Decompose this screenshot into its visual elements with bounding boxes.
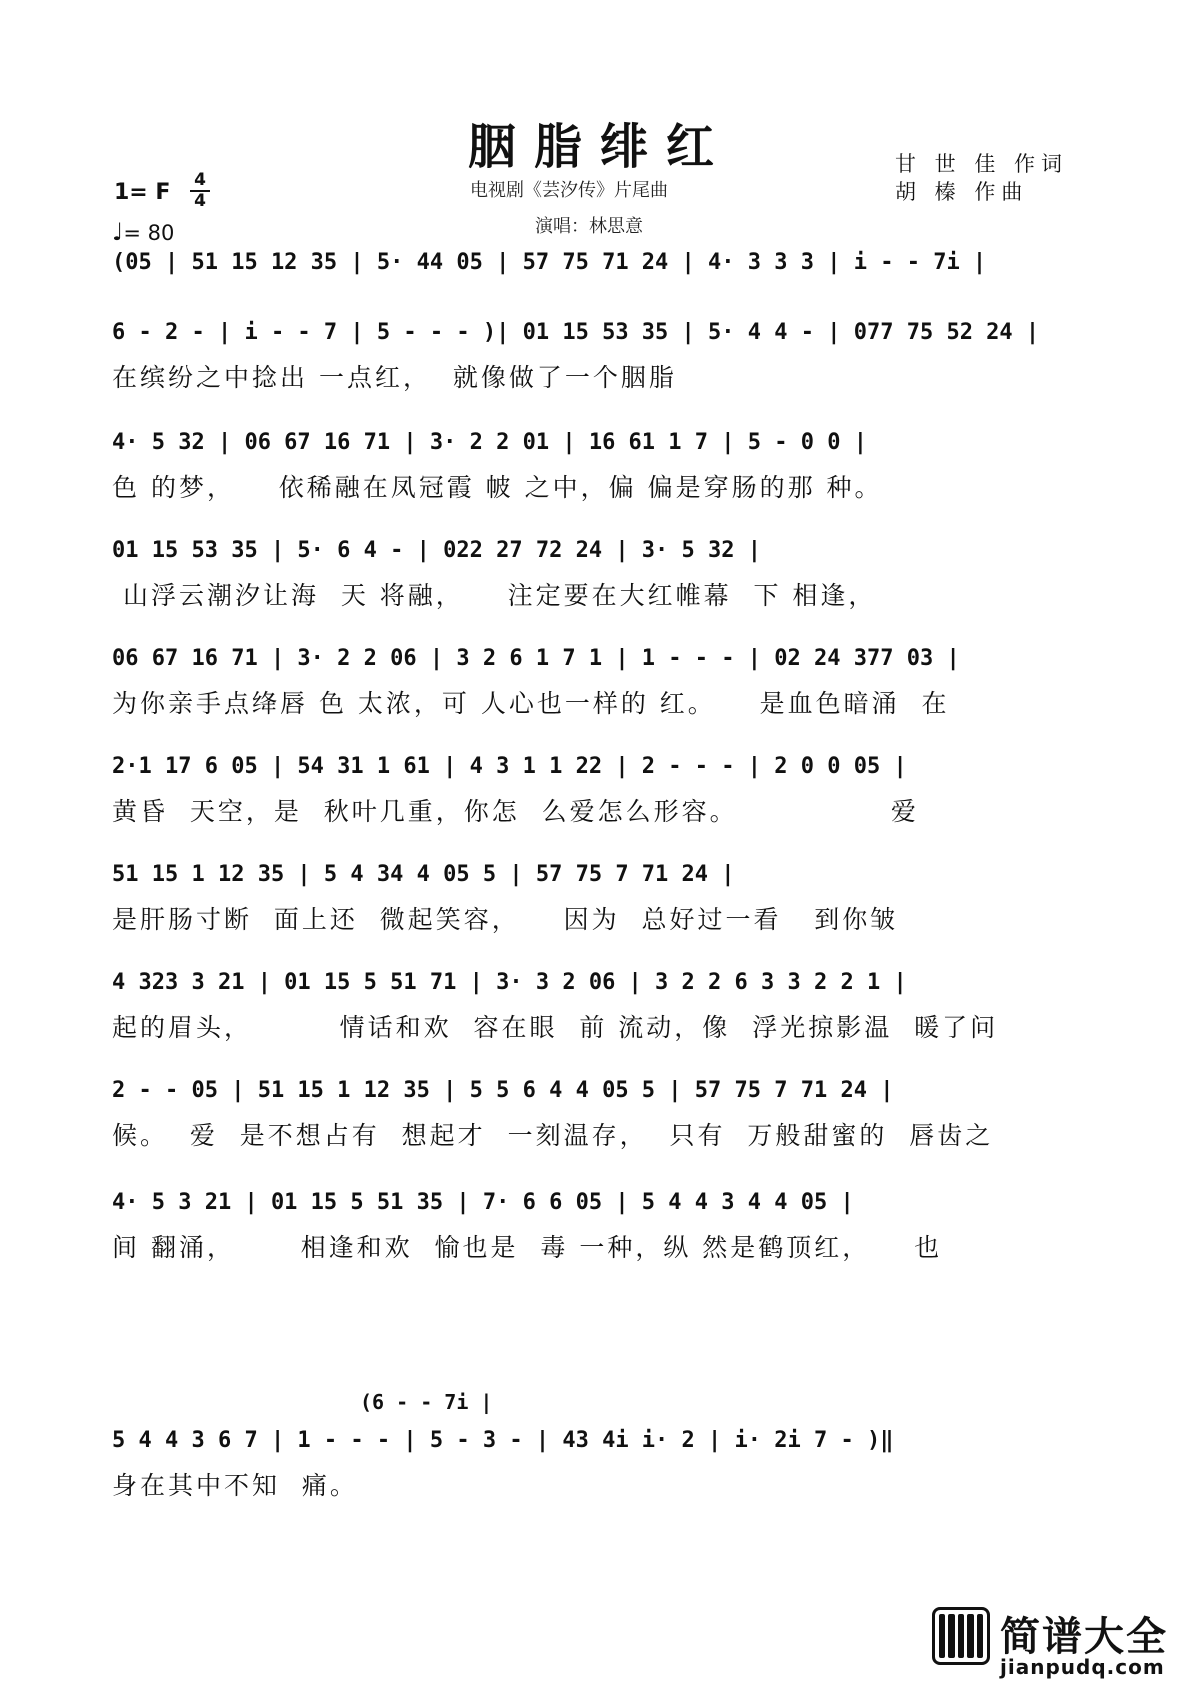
score-system	[112, 860, 1097, 936]
tempo-value: = 80	[123, 221, 175, 245]
score-system	[112, 1188, 1097, 1264]
score-system	[112, 752, 1097, 828]
notation-line: (05 | 51 15 12 35 | 5· 44 05 | 57 75 71 24 | 4· 3 3 3 | i - - 7i |	[112, 250, 987, 275]
lyrics-line: 色 的梦， 依稀融在凤冠霞 帔 之中，偏 偏是穿肠的那 种。	[112, 473, 883, 502]
lyrics-line: 是肝肠寸断 面上还 微起笑容， 因为 总好过一看 到你皱	[112, 905, 899, 934]
lyrics-line: 起的眉头， 情话和欢 容在眼 前 流动，像 浮光掠影温 暖了问	[112, 1013, 999, 1042]
lyrics-line: 候。 爱 是不想占有 想起才 一刻温存， 只有 万般甜蜜的 唇齿之	[112, 1121, 994, 1150]
time-signature-top: 4	[194, 170, 206, 190]
site-logo	[932, 1607, 1172, 1683]
notation-line: 2 - - 05 | 51 15 1 12 35 | 5 5 6 4 4 05 5 | 57 75 7 71 24 |	[112, 1078, 894, 1103]
notation-line: 4· 5 32 | 06 67 16 71 | 3· 2 2 01 | 16 61 1 7 | 5 - 0 0 |	[112, 430, 867, 455]
lyrics-line: 在缤纷之中捻出 一点红， 就像做了一个胭脂	[112, 363, 677, 392]
notation-line: 4 323 3 21 | 01 15 5 51 71 | 3· 3 2 06 | 3 2 2 6 3 3 2 2 1 |	[112, 970, 907, 995]
score-system	[112, 644, 1097, 720]
notation-line: 5 4 4 3 6 7 | 1 - - - | 5 - 3 - | 43 4i i· 2 | i· 2i 7 - )‖	[112, 1428, 894, 1453]
notation-line: 01 15 53 35 | 5· 6 4 - | 022 27 72 24 | 3· 5 32 |	[112, 538, 762, 563]
score-system	[112, 428, 1097, 504]
song-subtitle: 电视剧《芸汐传》片尾曲	[470, 180, 668, 201]
composer-credit: 胡 榛 作曲	[895, 180, 1029, 204]
score-system	[112, 318, 1097, 394]
ending-bracket: (6 - - 7i |	[360, 1390, 493, 1414]
score-system	[112, 1076, 1097, 1152]
notation-line: 2·1 17 6 05 | 54 31 1 61 | 4 3 1 1 22 | 2 - - - | 2 0 0 05 |	[112, 754, 907, 779]
piano-keys-icon	[932, 1607, 990, 1665]
notation-line: 51 15 1 12 35 | 5 4 34 4 05 5 | 57 75 7 71 24 |	[112, 862, 735, 887]
lyrics-line: 为你亲手点绛唇 色 太浓，可 人心也一样的 红。 是血色暗涌 在	[112, 689, 950, 718]
lyrics-line: 身在其中不知 痛。	[112, 1471, 358, 1500]
singer-credit: 演唱：林思意	[535, 216, 643, 237]
logo-url: jianpudq.com	[1000, 1655, 1165, 1679]
score-system	[112, 536, 1097, 612]
time-signature	[190, 172, 210, 210]
time-signature-bottom: 4	[194, 191, 206, 211]
lyrics-line: 间 翻涌， 相逢和欢 愉也是 毒 一种，纵 然是鹤顶红， 也	[112, 1233, 943, 1262]
notation-line: 06 67 16 71 | 3· 2 2 06 | 3 2 6 1 7 1 | 1 - - - | 02 24 377 03 |	[112, 646, 960, 671]
logo-name: 简谱大全	[1000, 1614, 1168, 1660]
key-signature: 1= F	[114, 180, 171, 205]
quarter-note-icon: ♩	[112, 218, 124, 246]
lyrics-line: 黄昏 天空，是 秋叶几重，你怎 么爱怎么形容。 爱	[112, 797, 919, 826]
notation-line: 6 - 2 - | i - - 7 | 5 - - - )| 01 15 53 35 | 5· 4 4 - | 077 75 52 24 |	[112, 320, 1040, 345]
score-system	[112, 248, 1097, 324]
lyrics-line: 山浮云潮汐让海 天 将融， 注定要在大红帷幕 下 相逢，	[112, 581, 877, 610]
score-system	[112, 1426, 1097, 1502]
tempo-marking	[112, 218, 174, 246]
notation-line: 4· 5 3 21 | 01 15 5 51 35 | 7· 6 6 05 | 5 4 4 3 4 4 05 |	[112, 1190, 854, 1215]
lyricist-credit: 甘 世 佳 作词	[895, 152, 1069, 176]
score-system	[112, 968, 1097, 1044]
song-title: 胭脂绯红	[467, 119, 732, 175]
